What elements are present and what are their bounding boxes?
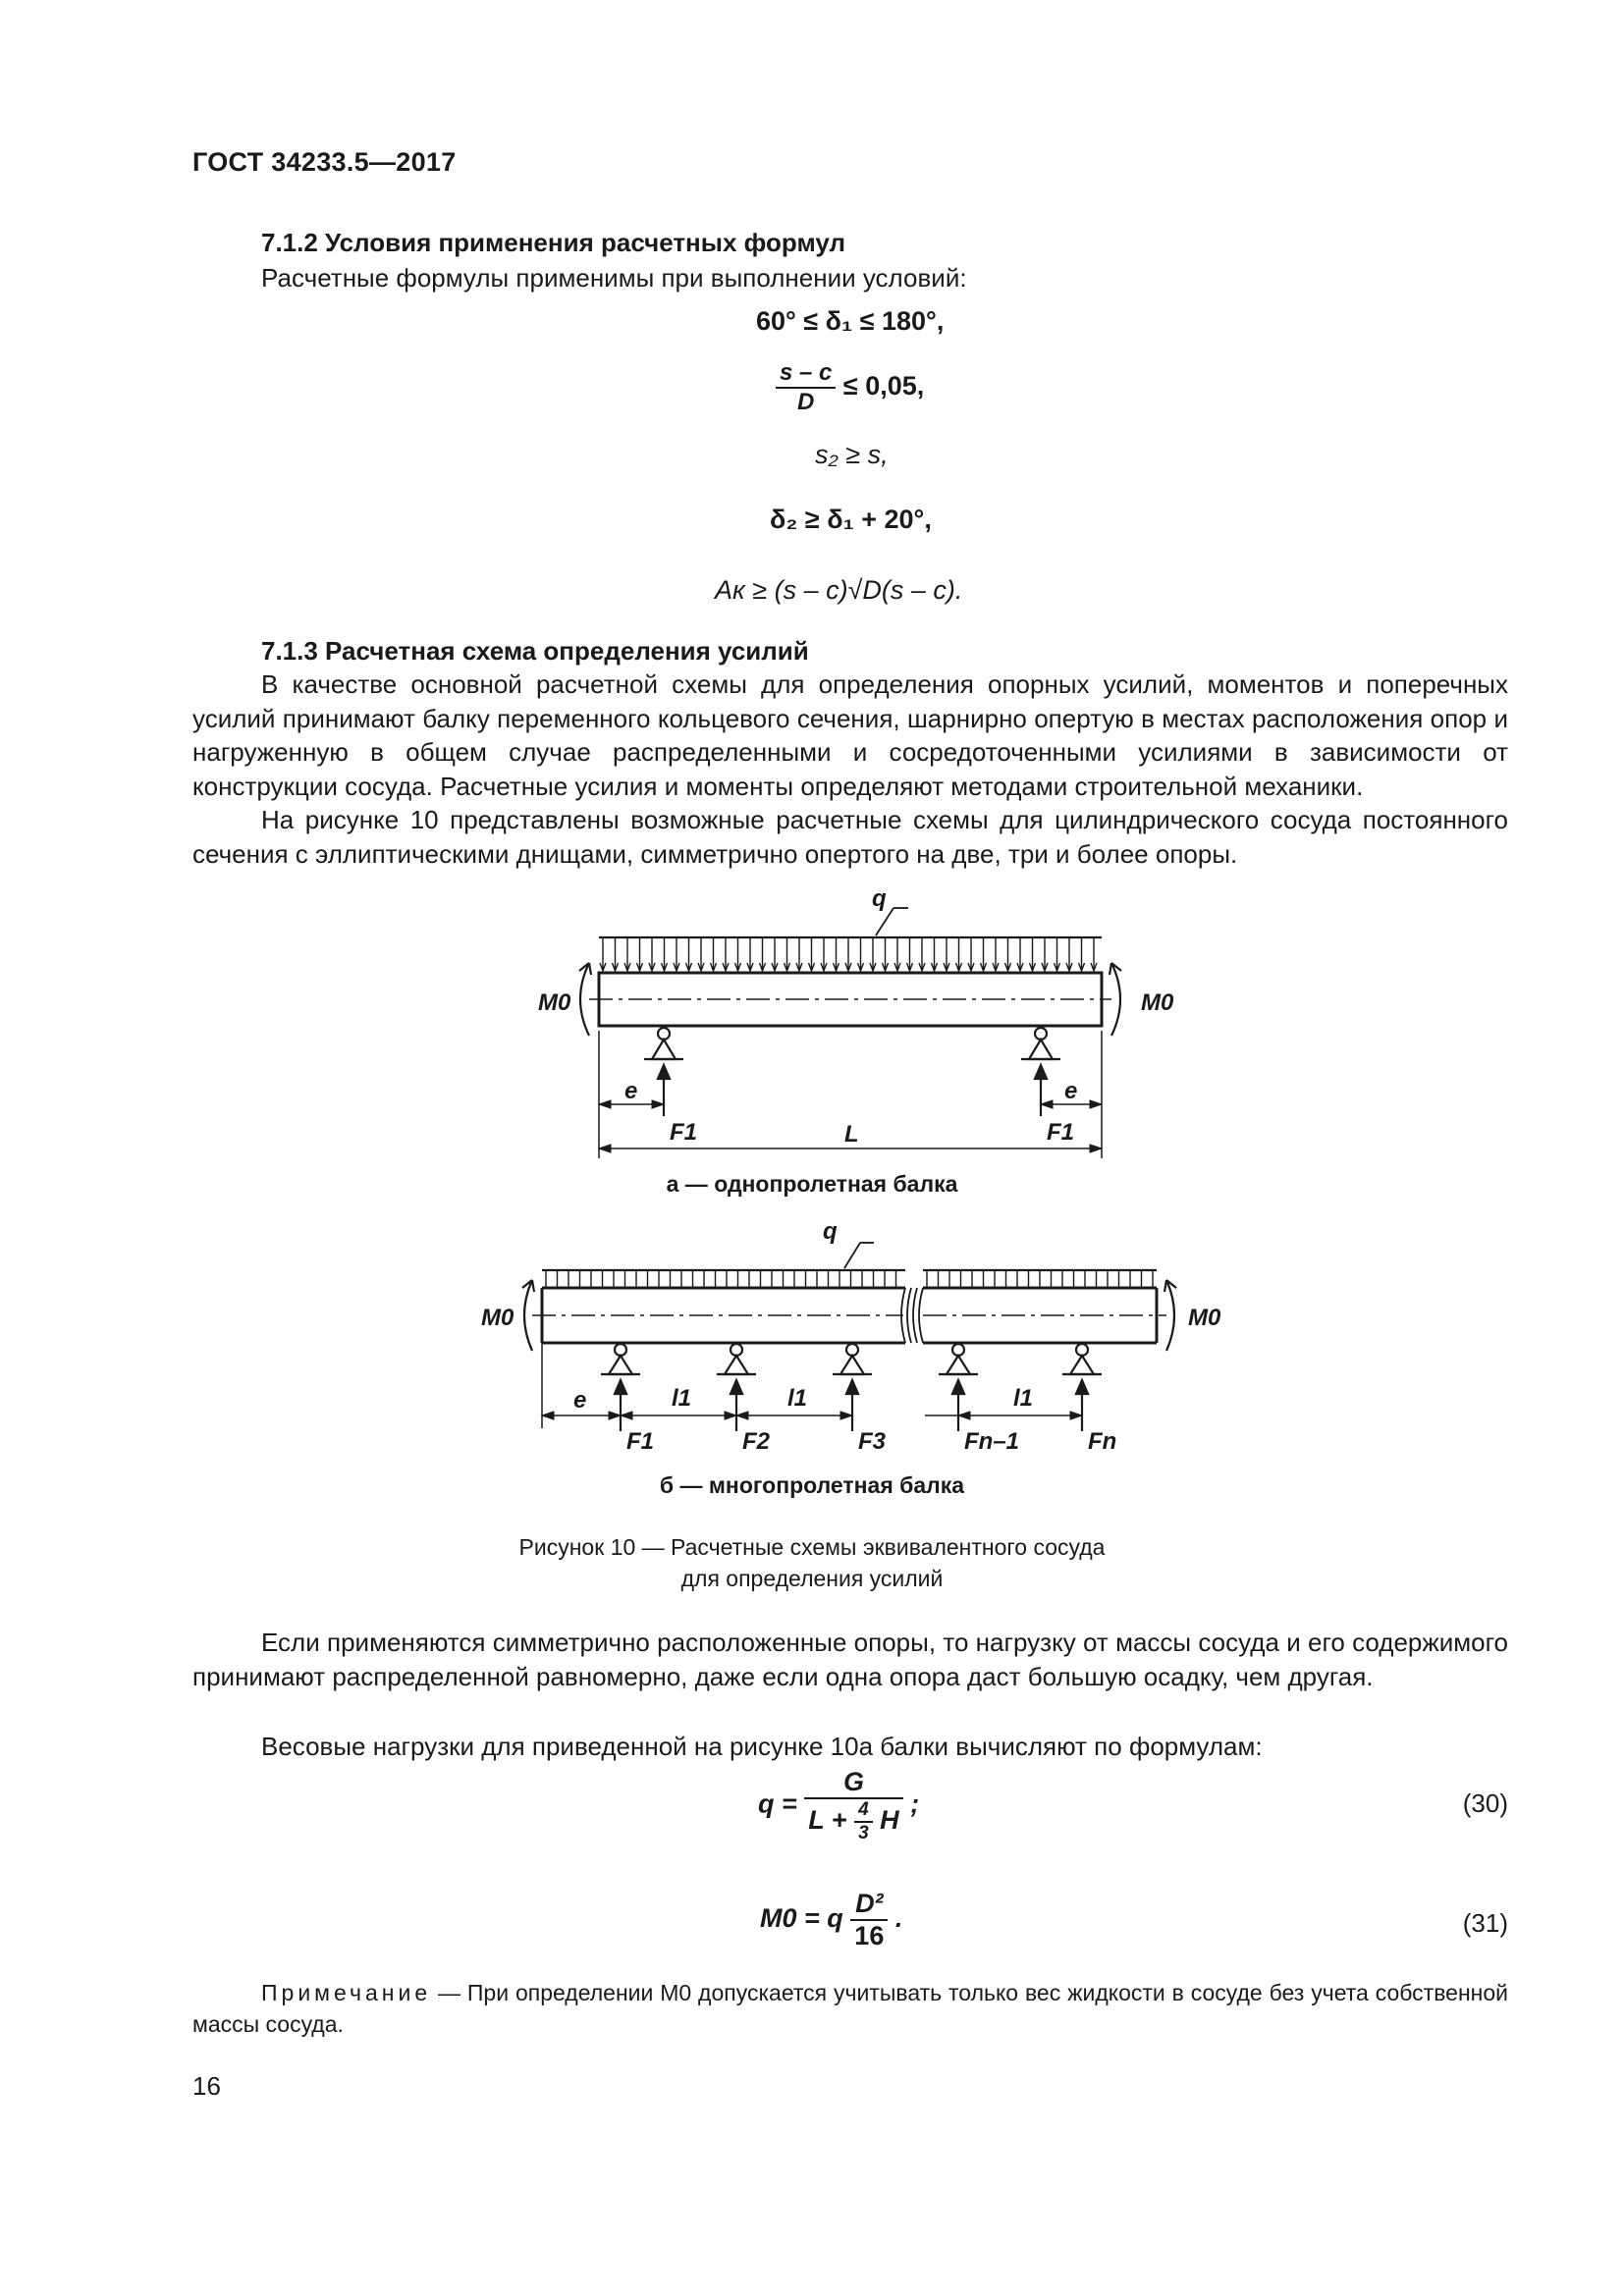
document-header: ГОСТ 34233.5—2017 — [192, 147, 457, 177]
formula-30-number: (30) — [1462, 1789, 1508, 1818]
label-f3-b: F3 — [858, 1428, 887, 1455]
label-q: q — [872, 888, 887, 912]
page-number: 16 — [192, 2071, 221, 2101]
formula-31-number: (31) — [1462, 1908, 1508, 1938]
label-l1-c: l1 — [1013, 1385, 1034, 1412]
moment-left-arc — [580, 963, 589, 1036]
section-713-heading: 7.1.3 Расчетная схема определения усилий — [261, 636, 809, 666]
load-arrow — [956, 937, 962, 971]
label-fn1-b: Fn–1 — [964, 1428, 1020, 1455]
section-713-paragraph-2 — [192, 803, 1508, 871]
formula-30-lhs: q = — [758, 1789, 797, 1819]
condition-2-denominator: D — [797, 389, 815, 415]
condition-1: 60° ≤ δ₁ ≤ 180°, — [756, 306, 945, 336]
label-f2-b: F2 — [742, 1428, 771, 1455]
load-arrow — [624, 937, 630, 971]
condition-2-rhs: ≤ 0,05, — [842, 371, 925, 401]
load-arrow — [821, 937, 827, 971]
figure-10-caption-line-1: Рисунок 10 — Расчетные схемы эквивалентного сосуда — [518, 1534, 1106, 1560]
note — [192, 1977, 1508, 2040]
paragraph-1-text: В качестве основной расчетной схемы для определения опорных усилий, моментов и поперечных усилий принимают балку переменного кольцевого сечения, шарнирно опертую в местах расположения опор и нагруженную в общем случае распределенными и сосредоточенными усилиями в зависимости от конструкции сосуда. Расчетные усилия и моменты определяют методами строительной механики. — [192, 669, 1508, 801]
condition-4: δ₂ ≥ δ₁ + 20°, — [770, 505, 932, 534]
load-arrow — [785, 937, 790, 971]
paragraph-3 — [192, 1626, 1508, 1693]
load-arrow — [711, 937, 717, 971]
label-f1-b: F1 — [626, 1428, 655, 1455]
load-arrow — [870, 937, 876, 971]
support — [833, 1344, 872, 1431]
label-f1-left: F1 — [670, 1119, 698, 1146]
load-arrow — [735, 937, 741, 971]
formula-31: M0 = q $\frac{\text{D²}}{16}$ . — [760, 1889, 903, 1950]
load-arrow — [1091, 937, 1097, 971]
load-arrow — [944, 937, 949, 971]
section-713-paragraph-1 — [192, 667, 1508, 803]
formula-30: q = G L + $\frac{4}{3}$ H ; — [758, 1767, 920, 1843]
condition-2-fraction — [776, 359, 836, 416]
paragraph-2-text: На рисунке 10 представлены возможные расчетные схемы для цилиндрического сосуда постоянного сечения с эллиптическими днищами, симметрично опертого на две, три и более опоры. — [192, 805, 1508, 869]
load-arrow — [1066, 937, 1072, 971]
moment-right-arc — [1111, 963, 1120, 1036]
load-arrow — [883, 937, 889, 971]
condition-2 — [776, 359, 924, 416]
formula-30-numerator: G — [804, 1767, 902, 1799]
formula-30-small-fraction: $\frac{4}{3}$ — [854, 1799, 873, 1844]
load-arrow — [649, 937, 655, 971]
load-arrow — [1017, 937, 1023, 971]
load-arrow — [772, 937, 778, 971]
load-arrow — [1005, 937, 1011, 971]
label-q-b: q — [823, 1218, 838, 1245]
figure-10b-diagram — [471, 1217, 1247, 1463]
formula-31-denominator: 16 — [854, 1921, 885, 1950]
condition-2-numerator: s – c — [776, 359, 836, 389]
load-arrow — [981, 937, 987, 971]
figure-10a-caption: а — однопролетная балка — [666, 1171, 958, 1197]
load-arrow — [723, 937, 729, 971]
label-l1-a: l1 — [672, 1385, 692, 1412]
formula-31-numerator: D² — [850, 1889, 888, 1921]
formula-31-fraction — [850, 1889, 888, 1951]
load-arrow — [637, 937, 643, 971]
load-arrow — [600, 937, 606, 971]
load-arrow — [674, 937, 679, 971]
section-712-intro: Расчетные формулы применимы при выполнении условий: — [261, 263, 967, 293]
paragraph-4: Весовые нагрузки для приведенной на рисунке 10а балки вычисляют по формулам: — [261, 1732, 1263, 1761]
section-712-heading: 7.1.2 Условия применения расчетных формул — [261, 228, 845, 257]
load-arrow — [662, 937, 668, 971]
label-l1-b: l1 — [787, 1385, 808, 1412]
load-arrow — [747, 937, 753, 971]
load-arrow — [698, 937, 704, 971]
support — [1062, 1344, 1102, 1431]
load-arrow — [932, 937, 938, 971]
support — [601, 1344, 640, 1431]
load-arrow — [796, 937, 802, 971]
support — [939, 1344, 978, 1431]
figure-10b-caption: б — многопролетная балка — [659, 1472, 965, 1498]
load-arrow — [1030, 937, 1036, 971]
condition-3: s₂ ≥ s, — [815, 440, 889, 469]
formula-31-lhs: M0 = q — [760, 1903, 843, 1934]
figure-10a-diagram — [520, 888, 1227, 1202]
load-arrow — [968, 937, 974, 971]
label-m0-right: M0 — [1141, 989, 1174, 1016]
label-e-b: e — [573, 1387, 587, 1414]
q-leader — [876, 908, 893, 935]
load-arrow — [993, 937, 999, 971]
support-left — [644, 1028, 683, 1059]
load-arrow — [809, 937, 815, 971]
load-arrow — [1042, 937, 1048, 971]
load-arrow — [613, 937, 619, 971]
formula-30-denominator: L + $\frac{4}{3}$ H — [808, 1799, 899, 1843]
load-arrow — [894, 937, 900, 971]
support-right — [1021, 1028, 1060, 1059]
load-arrow — [919, 937, 925, 971]
load-arrow — [845, 937, 851, 971]
load-arrow — [834, 937, 839, 971]
label-e-right: e — [1064, 1078, 1078, 1104]
label-fn-b: Fn — [1088, 1428, 1117, 1455]
label-f1-right: F1 — [1047, 1119, 1075, 1146]
note-text: — При определении M0 допускается учитывать только вес жидкости в сосуде без учета собственной массы сосуда. — [192, 1980, 1508, 2037]
distributed-load-arrows — [600, 937, 1097, 971]
condition-5: Aк ≥ (s – c)√D(s – c). — [715, 575, 963, 605]
label-m0-right-b: M0 — [1188, 1305, 1221, 1331]
load-arrow — [1079, 937, 1085, 971]
note-label: Примечание — [261, 1980, 432, 2005]
load-arrow — [907, 937, 913, 971]
paragraph-3-text: Если применяются симметрично расположенные опоры, то нагрузку от массы сосуда и его содержимого принимают распределенной равномерно, даже если одна опора даст большую осадку, чем другая. — [192, 1628, 1508, 1691]
figure-10-caption-line-2: для определения усилий — [680, 1566, 944, 1591]
load-arrow — [858, 937, 864, 971]
support — [717, 1344, 756, 1431]
label-m0-left: M0 — [538, 989, 571, 1016]
load-arrow — [760, 937, 766, 971]
label-m0-left-b: M0 — [481, 1305, 514, 1331]
load-arrow — [1055, 937, 1060, 971]
label-e-left: e — [624, 1078, 638, 1104]
load-arrow — [686, 937, 692, 971]
beam-break — [901, 1288, 923, 1343]
label-L: L — [844, 1121, 859, 1148]
formula-30-fraction — [804, 1767, 902, 1844]
distributed-load-ticks — [546, 1270, 1153, 1288]
